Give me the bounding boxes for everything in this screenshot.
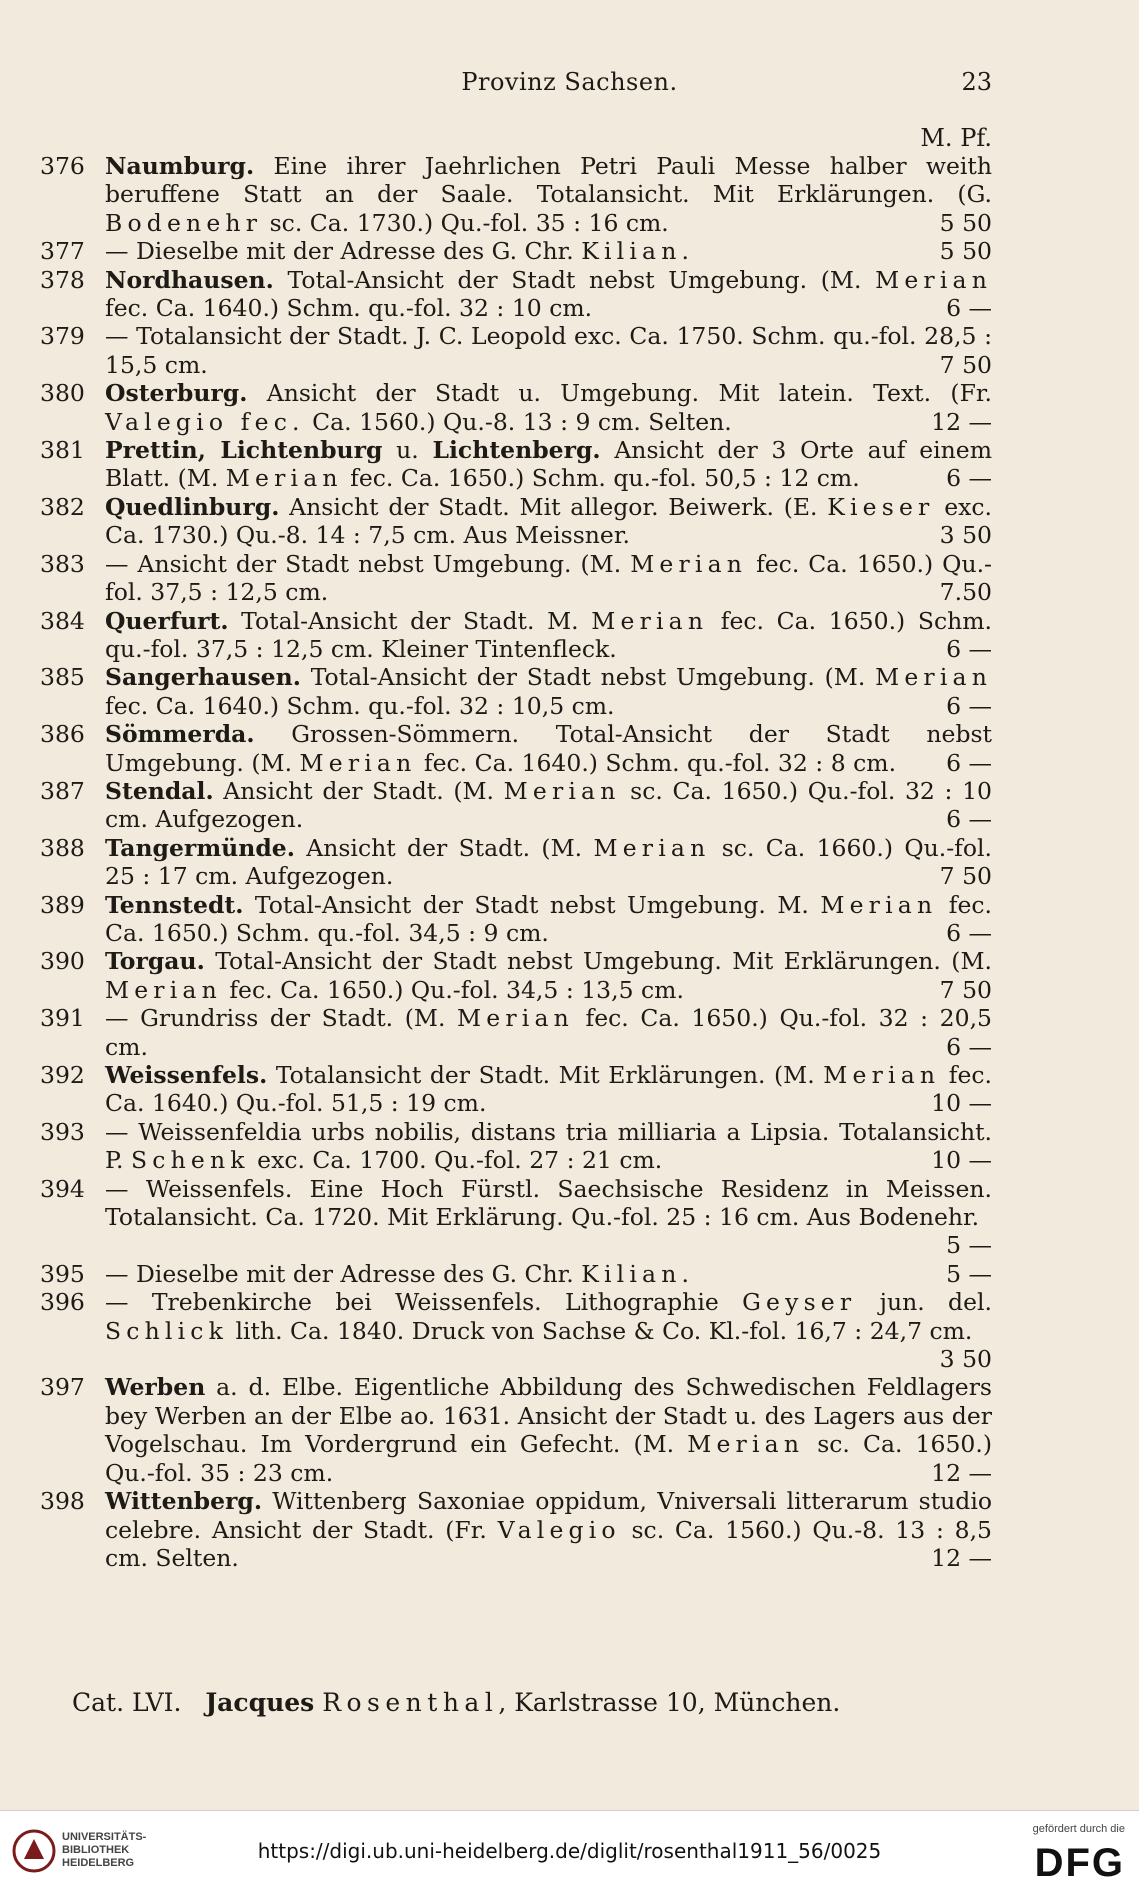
catalog-footer: [72, 1688, 992, 1717]
entry-text: fec. Ca. 1650.) Qu.-fol. 34,5 : 13,5 cm.: [221, 975, 684, 1004]
entry-description: [105, 777, 992, 834]
entry-number: 387: [40, 776, 85, 805]
entry-text: fec. Ca. 1650.) Qu.-fol. 37,5 : 12,5 cm.: [105, 549, 992, 607]
entry-description: [105, 379, 992, 436]
publisher-address: , Karlstrasse 10, München.: [498, 1688, 841, 1717]
engraver-name: Merian: [630, 549, 748, 578]
engraver-name: Merian: [687, 1430, 805, 1459]
entry-text: — Dieselbe mit der Adresse des G. Chr.: [105, 237, 582, 266]
entry-text: Wittenberg Saxoniae oppidum, Vniversali litterarum studio celebre. Ansicht der Stadt. (Fr.: [105, 1487, 992, 1544]
entry-description: [105, 152, 992, 237]
entry-price: 5 —: [946, 1231, 992, 1260]
entry-place-name: Querfurt.: [105, 606, 229, 635]
entry-description: [105, 493, 992, 550]
catalog-entry: [40, 1175, 992, 1260]
entry-number: 386: [40, 720, 85, 749]
entry-number: 384: [40, 606, 85, 635]
entry-text: Total-Ansicht der Stadt nebst Umgebung. (M.: [273, 265, 876, 294]
engraver-name: Merian: [875, 265, 992, 294]
engraver-name: Schlick: [105, 1316, 229, 1345]
entry-description: [105, 1175, 992, 1260]
publisher-first-name: Jacques: [205, 1688, 315, 1717]
entry-number: 388: [40, 833, 85, 862]
catalog-entries: [40, 152, 992, 1572]
entry-number: 395: [40, 1259, 85, 1288]
entry-price: 6 —: [946, 918, 992, 947]
page-title: Provinz Sachsen.: [461, 68, 678, 96]
entry-text: — Ansicht der Stadt nebst Umgebung. (M.: [105, 549, 631, 578]
entry-number: 376: [40, 152, 85, 180]
engraver-name: Merian: [820, 890, 938, 919]
catalog-entry: [40, 493, 992, 550]
entry-text: Ca. 1560.) Qu.-8. 13 : 9 cm. Selten.: [304, 407, 732, 436]
entry-number: 385: [40, 663, 85, 692]
engraver-name: Merian: [225, 464, 343, 493]
catalog-entry: [40, 266, 992, 323]
entry-description: [105, 237, 992, 265]
entry-text: Ansicht der 3 Orte auf einem Blatt. (M.: [105, 436, 992, 493]
entry-text: sc. Ca. 1560.) Qu.-8. 13 : 8,5 cm. Selten.: [105, 1515, 992, 1572]
entry-text: — Weissenfels. Eine Hoch Fürstl. Saechsische Residenz in Meissen. Totalansicht. Ca. 1720. Mit Erklärung. Qu.-fol. 25 : 16 cm. Aus Bodenehr.: [105, 1174, 992, 1232]
entry-number: 392: [40, 1061, 85, 1089]
entry-description: [105, 891, 992, 948]
entry-number: 383: [40, 549, 85, 578]
entry-description: [105, 1118, 992, 1175]
entry-description: [105, 1373, 992, 1487]
entry-text: — Weissenfeldia urbs nobilis, distans tria milliaria a Lipsia. Totalansicht. P.: [105, 1117, 992, 1175]
entry-number: 378: [40, 265, 85, 294]
entry-number: 393: [40, 1117, 85, 1146]
entry-number: 381: [40, 436, 85, 465]
catalog-entry: [40, 663, 992, 720]
entry-text: a. d. Elbe. Eigentliche Abbildung des Schwedischen Feldlagers bey Werben an der Elbe ao. 1631. Ansicht der Stadt u. des Lagers aus der Vogelschau. Im Vordergrund ein Gefecht. (M.: [105, 1373, 992, 1459]
entry-place-name: Osterburg.: [105, 379, 248, 408]
entry-place-name: Sömmerda.: [105, 720, 255, 749]
catalog-entry: [40, 777, 992, 834]
engraver-name: Merian: [823, 1061, 941, 1089]
entry-description: [105, 436, 992, 493]
entry-description: [105, 1487, 992, 1572]
entry-place-name: Lichtenberg.: [432, 436, 601, 465]
entry-text: Total-Ansicht der Stadt nebst Umgebung. Mit Erklärungen. (M.: [204, 947, 992, 976]
entry-text: .: [681, 1259, 689, 1288]
entry-number: 398: [40, 1487, 85, 1516]
entry-place-name: Wittenberg.: [105, 1487, 263, 1516]
catalog-entry: [40, 1487, 992, 1572]
entry-number: 390: [40, 947, 85, 976]
document-url-link[interactable]: https://digi.ub.uni-heidelberg.de/diglit/rosenthal1911_56/0025: [257, 1839, 882, 1863]
engraver-name: Valegio: [497, 1515, 621, 1544]
entry-text: Ansicht der Stadt. (M.: [213, 776, 504, 805]
entry-price: 6 —: [946, 464, 992, 493]
publisher-last-name: Rosenthal: [322, 1688, 499, 1717]
entry-price: 6 —: [946, 805, 992, 834]
entry-price: 7 50: [939, 862, 992, 891]
engraver-name: Bodenehr: [105, 208, 263, 237]
entry-place-name: Werben: [105, 1373, 206, 1402]
page-header: [0, 68, 1139, 102]
catalog-number: Cat. LVI.: [72, 1688, 182, 1717]
catalog-entry: [40, 1288, 992, 1373]
entry-number: 379: [40, 322, 85, 351]
entry-number: 396: [40, 1288, 85, 1317]
entry-text: Grossen-Sömmern. Total-Ansicht der Stadt nebst Umgebung. (M.: [105, 720, 992, 777]
entry-text: .: [681, 237, 689, 266]
entry-text: fec. Ca. 1640.) Qu.-fol. 51,5 : 19 cm.: [105, 1061, 992, 1118]
entry-number: 397: [40, 1373, 85, 1402]
entry-text: fec. Ca. 1650.) Schm. qu.-fol. 50,5 : 12 cm.: [342, 464, 860, 493]
entry-description: [105, 1004, 992, 1061]
entry-price: 12 —: [931, 407, 992, 436]
entry-place-name: Naumburg.: [105, 152, 255, 180]
university-library-label[interactable]: UNIVERSITÄTS- BIBLIOTHEK HEIDELBERG: [62, 1831, 147, 1869]
catalog-entry: [40, 1260, 992, 1288]
dfg-logo[interactable]: DFG: [1034, 1841, 1125, 1885]
funding-note: gefördert durch die: [1032, 1823, 1125, 1835]
engraver-name: Merian: [105, 975, 222, 1004]
catalog-entry: [40, 1061, 992, 1118]
catalog-entry: [40, 947, 992, 1004]
entry-text: exc. Ca. 1730.) Qu.-8. 14 : 7,5 cm. Aus Meissner.: [105, 492, 992, 550]
engraver-name: Kilian: [581, 237, 682, 266]
engraver-name: Geyser: [742, 1288, 857, 1317]
engraver-name: Schenk: [131, 1146, 250, 1175]
entry-price: 12 —: [931, 1543, 992, 1572]
entry-place-name: Nordhausen.: [105, 265, 274, 294]
entry-place-name: Tangermünde.: [105, 833, 295, 862]
entry-text: Eine ihrer Jaehrlichen Petri Pauli Messe halber weith beruffene Statt an der Saale. Totalansicht. Mit Erklärungen. (G.: [105, 152, 992, 209]
entry-description: [105, 550, 992, 607]
entry-number: 380: [40, 379, 85, 408]
catalog-entry: [40, 607, 992, 664]
entry-text: Total-Ansicht der Stadt. M.: [228, 606, 592, 635]
engraver-name: Merian: [875, 663, 992, 692]
entry-price: 6 —: [946, 1032, 992, 1061]
page-number: 23: [961, 68, 992, 96]
currency-header: M. Pf.: [920, 124, 992, 152]
entry-price: 7 50: [939, 350, 992, 379]
entry-place-name: Stendal.: [105, 776, 214, 805]
catalog-entry: [40, 237, 992, 265]
entry-price: 7.50: [939, 578, 992, 607]
entry-number: 377: [40, 237, 85, 266]
catalog-entry: [40, 436, 992, 493]
entry-price: 12 —: [931, 1458, 992, 1487]
entry-description: [105, 720, 992, 777]
entry-text: Totalansicht der Stadt. Mit Erklärungen. (M.: [267, 1061, 824, 1089]
entry-text: jun. del.: [856, 1288, 992, 1317]
engraver-name: Merian: [299, 748, 417, 777]
entry-description: [105, 1260, 992, 1288]
entry-description: [105, 322, 992, 379]
entry-text: fec. Ca. 1640.) Schm. qu.-fol. 32 : 10 cm.: [105, 294, 593, 323]
entry-text: fec. Ca. 1650.) Schm. qu.-fol. 37,5 : 12,5 cm. Kleiner Tintenfleck.: [105, 606, 993, 663]
entry-text: sc. Ca. 1650.) Qu.-fol. 35 : 23 cm.: [105, 1430, 992, 1487]
entry-number: 389: [40, 890, 85, 919]
entry-description: [105, 1061, 992, 1118]
entry-price: 3 50: [939, 521, 992, 550]
entry-price: 10 —: [931, 1146, 992, 1175]
catalog-entry: [40, 322, 992, 379]
entry-price: 7 50: [939, 975, 992, 1004]
catalog-entry: [40, 720, 992, 777]
entry-description: [105, 947, 992, 1004]
entry-number: 394: [40, 1174, 85, 1203]
entry-text: fec. Ca. 1650.) Qu.-fol. 32 : 20,5 cm.: [105, 1004, 993, 1061]
engraver-name: Merian: [457, 1004, 574, 1033]
entry-price: 6 —: [946, 294, 992, 323]
entry-number: 391: [40, 1004, 85, 1033]
entry-price: 6 —: [946, 691, 992, 720]
catalog-entry: [40, 379, 992, 436]
entry-text: fec. Ca. 1650.) Schm. qu.-fol. 34,5 : 9 cm.: [105, 890, 992, 947]
entry-text: Ansicht der Stadt. (M.: [294, 833, 594, 862]
entry-description: [105, 266, 992, 323]
entry-text: fec. Ca. 1640.) Schm. qu.-fol. 32 : 8 cm.: [416, 748, 897, 777]
entry-text: — Grundriss der Stadt. (M.: [105, 1004, 458, 1033]
entry-text: sc. Ca. 1660.) Qu.-fol. 25 : 17 cm. Aufgezogen.: [105, 833, 993, 891]
catalog-entry: [40, 1118, 992, 1175]
entry-description: [105, 1288, 992, 1373]
viewer-bottom-bar: [0, 1810, 1139, 1894]
entry-description: [105, 663, 992, 720]
entry-text: Total-Ansicht der Stadt nebst Umgebung. (M.: [300, 663, 876, 692]
engraver-name: Merian: [593, 833, 711, 862]
engraver-name: Merian: [591, 606, 709, 635]
catalog-entry: [40, 152, 992, 237]
entry-price: 6 —: [946, 748, 992, 777]
catalog-entry: [40, 1004, 992, 1061]
catalog-entry: [40, 834, 992, 891]
entry-text: sc. Ca. 1650.) Qu.-fol. 32 : 10 cm. Aufgezogen.: [105, 776, 992, 834]
engraver-name: Kieser: [827, 492, 935, 521]
entry-place-name: Sangerhausen.: [105, 663, 301, 692]
entry-text: exc. Ca. 1700. Qu.-fol. 27 : 21 cm.: [249, 1146, 663, 1175]
engraver-name: Merian: [503, 776, 621, 805]
entry-text: lith. Ca. 1840. Druck von Sachse & Co. Kl.-fol. 16,7 : 24,7 cm.: [228, 1316, 973, 1345]
entry-text: fec. Ca. 1640.) Schm. qu.-fol. 32 : 10,5 cm.: [105, 691, 615, 720]
entry-price: 5 50: [939, 237, 992, 266]
entry-place-name: Quedlinburg.: [105, 492, 280, 521]
entry-description: [105, 834, 992, 891]
engraver-name: Valegio fec.: [105, 407, 305, 436]
entry-price: 5 —: [946, 1259, 992, 1288]
entry-place-name: Torgau.: [105, 947, 205, 976]
entry-place-name: Prettin, Lichtenburg: [105, 436, 383, 465]
entry-text: sc. Ca. 1730.) Qu.-fol. 35 : 16 cm.: [262, 208, 669, 237]
entry-text: u.: [382, 436, 433, 465]
entry-number: 382: [40, 492, 85, 521]
entry-text: — Totalansicht der Stadt. J. C. Leopold exc. Ca. 1750. Schm. qu.-fol. 28,5 : 15,5 cm.: [105, 322, 992, 379]
entry-place-name: Tennstedt.: [105, 890, 244, 919]
entry-price: 5 50: [939, 208, 992, 237]
catalog-entry: [40, 1373, 992, 1487]
entry-text: Ansicht der Stadt u. Umgebung. Mit latein. Text. (Fr.: [247, 379, 992, 408]
entry-place-name: Weissenfels.: [105, 1061, 268, 1089]
entry-text: — Dieselbe mit der Adresse des G. Chr.: [105, 1259, 582, 1288]
engraver-name: Kilian: [581, 1259, 682, 1288]
entry-price: 6 —: [946, 634, 992, 663]
entry-price: 10 —: [931, 1089, 992, 1118]
entry-description: [105, 607, 992, 664]
entry-text: Total-Ansicht der Stadt nebst Umgebung. M.: [243, 890, 821, 919]
entry-price: 3 50: [939, 1345, 992, 1374]
catalog-entry: [40, 891, 992, 948]
entry-text: — Trebenkirche bei Weissenfels. Lithographie: [105, 1288, 743, 1317]
catalog-entry: [40, 550, 992, 607]
entry-text: Ansicht der Stadt. Mit allegor. Beiwerk. (E.: [279, 492, 828, 521]
